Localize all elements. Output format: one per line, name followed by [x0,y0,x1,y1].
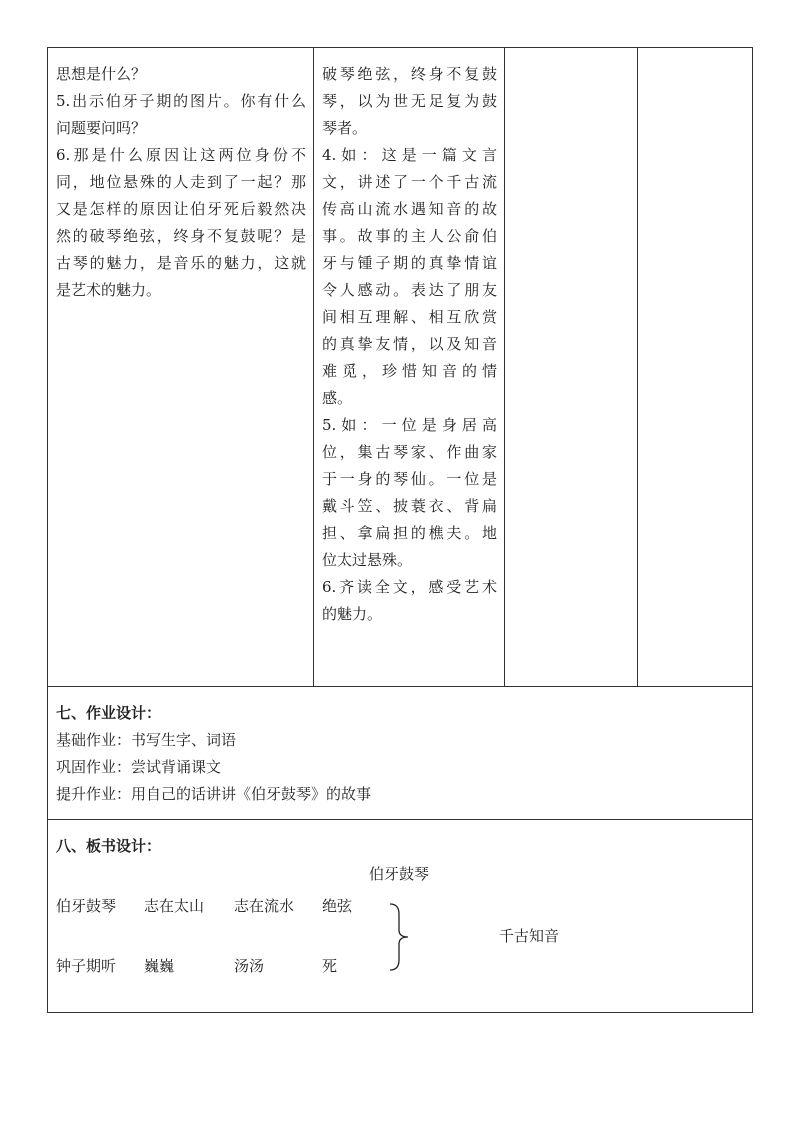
text-line: 5.出示伯牙子期的图片。你有什么 [56,92,306,110]
text-line: 戴斗笠、披蓑衣、背扁 [322,497,497,515]
right-brace-icon [386,902,412,972]
teacher-activity-cell [56,61,306,304]
text-line: 位，集古琴家、作曲家 [322,443,497,461]
text-line: 间相互理解、相互欣赏 [322,308,497,326]
homework-section [56,700,371,808]
text-line: 琴，以为世无足复为鼓 [322,92,497,110]
text-line: 思想是什么？ [56,65,147,83]
text-line: 于一身的琴仙。一位是 [322,470,497,488]
homework-title: 七、作业设计： [56,704,162,722]
text-line: 古琴的魅力，是音乐的魅力，这就 [56,254,306,272]
board-row1-cell: 绝弦 [322,897,353,915]
board-design-section [56,833,161,860]
text-line: 同，地位悬殊的人走到了一起？那 [56,173,306,191]
text-line: 破琴绝弦，终身不复鼓 [322,65,497,83]
board-row1-cell: 伯牙鼓琴 [56,897,117,915]
text-line: 问题要问吗？ [56,119,147,137]
text-line: 的魅力。 [322,605,383,623]
text-line: 的真挚友情，以及知音 [322,335,497,353]
board-conclusion: 千古知音 [499,927,560,945]
text-line: 文，讲述了一个千古流 [322,173,497,191]
text-line: 感。 [322,389,353,407]
homework-item: 提升作业：用自己的话讲讲《伯牙鼓琴》的故事 [56,785,372,803]
row-divider-1 [47,686,753,687]
homework-item: 巩固作业：尝试背诵课文 [56,758,222,776]
text-line: 担、拿扁担的樵夫。地 [322,524,497,542]
table-left-border [47,47,48,1013]
board-row2-cell: 汤汤 [234,957,265,975]
board-row1-cell: 志在流水 [234,897,295,915]
text-line: 牙与锺子期的真挚情谊 [322,254,497,272]
column-divider-1 [313,47,314,686]
text-line: 6.那是什么原因让这两位身份不 [56,146,306,164]
text-line: 4.如：这是一篇文言 [322,146,497,164]
empty-cell-col4 [638,48,752,686]
student-activity-cell [322,61,497,628]
text-line: 又是怎样的原因让伯牙死后毅然决 [56,200,306,218]
table-right-border [752,47,753,1013]
empty-cell-col3 [505,48,637,686]
text-line: 是艺术的魅力。 [56,281,162,299]
board-row2-cell: 死 [322,957,338,975]
text-line: 传高山流水遇知音的故 [322,200,497,218]
text-line: 6.齐读全文，感受艺术 [322,578,497,596]
text-line: 琴者。 [322,119,368,137]
board-row2-cell: 钟子期听 [56,957,117,975]
board-heading: 伯牙鼓琴 [369,865,430,883]
text-line: 难觅，珍惜知音的情 [322,362,497,380]
homework-item: 基础作业：书写生字、词语 [56,731,237,749]
text-line: 位太过悬殊。 [322,551,413,569]
table-bottom-border [47,1012,753,1013]
board-design-title: 八、板书设计： [56,837,162,855]
text-line: 5.如：一位是身居高 [322,416,497,434]
text-line: 然的破琴绝弦，终身不复鼓呢？是 [56,227,306,245]
text-line: 令人感动。表达了朋友 [322,281,497,299]
text-line: 事。故事的主人公俞伯 [322,227,497,245]
board-row1-cell: 志在太山 [144,897,205,915]
row-divider-2 [47,819,753,820]
board-row2-cell: 巍巍 [144,957,175,975]
